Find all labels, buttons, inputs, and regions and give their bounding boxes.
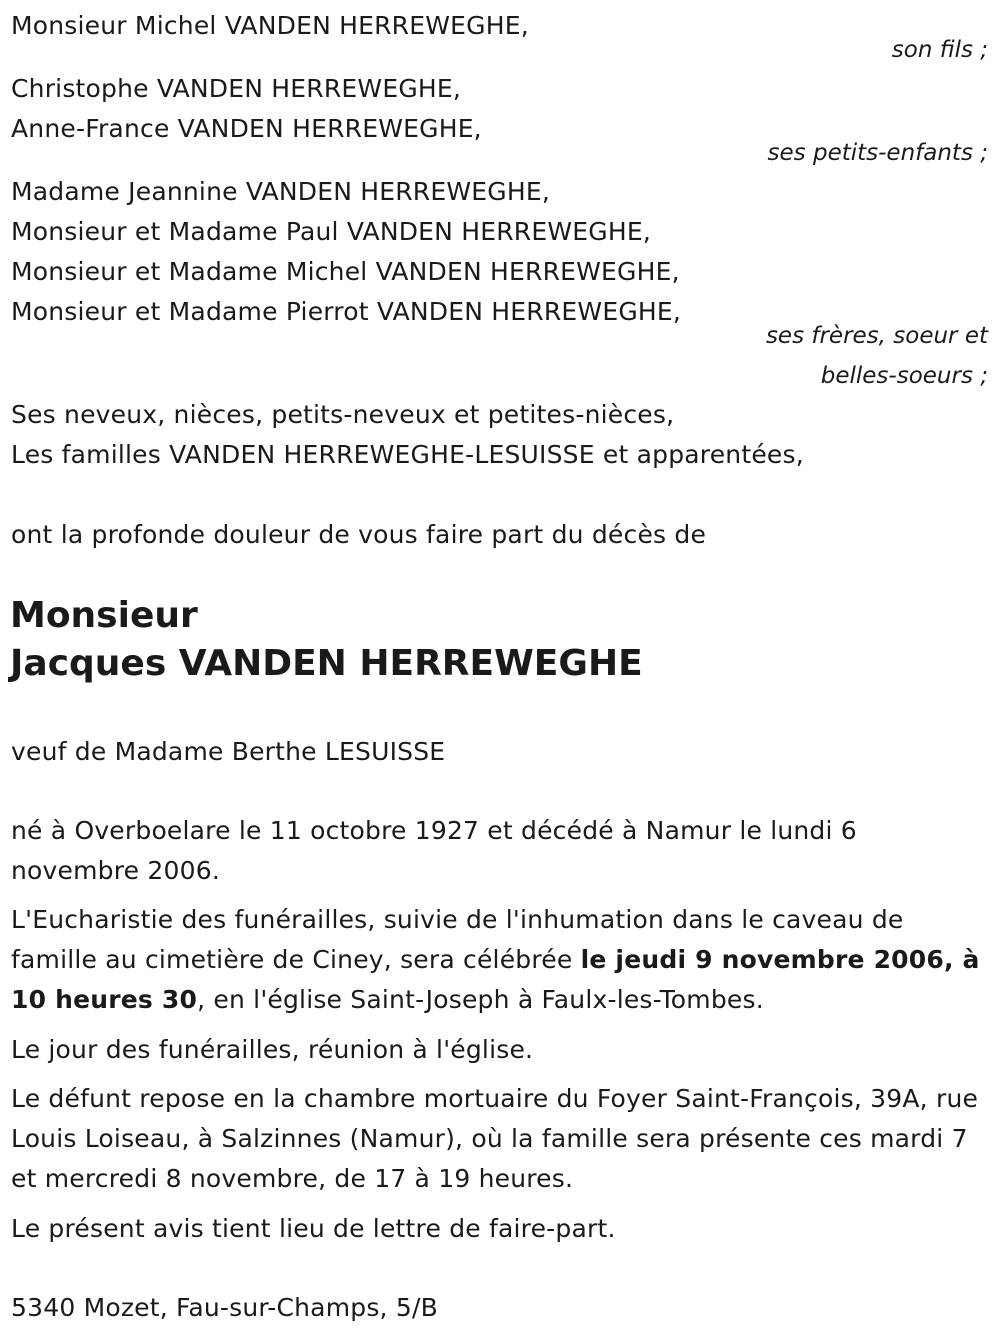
announcement-text: ont la profonde douleur de vous faire part du décès de <box>11 520 707 549</box>
sibling-name: Monsieur et Madame Pierrot VANDEN HERREWEGHE, <box>11 297 682 326</box>
relatives-line: Ses neveux, nièces, petits-neveux et petites-nièces, <box>11 400 675 429</box>
funeral-date: le jeudi 9 novembre 2006, à 10 heures 30 <box>11 945 980 1014</box>
sibling-name: Monsieur et Madame Paul VANDEN HERREWEGHE, <box>11 217 651 246</box>
notice-text: Le présent avis tient lieu de lettre de faire-part. <box>11 1214 616 1243</box>
funeral-text-start: L'Eucharistie des funérailles, suivie de l'inhumation dans le caveau de famille au cimetière de Ciney, sera célébrée <box>11 905 904 974</box>
rest-text: Le défunt repose en la chambre mortuaire du Foyer Saint-François, 39A, rue Louis Loiseau, à Salzinnes (Namur), où la famille sera présente ces mardi 7 et mercredi 8 novembre, de 17 à 19 heures. <box>11 1084 979 1193</box>
grandchildren-role: ses petits-enfants ; <box>767 140 988 166</box>
funeral-text-end: , en l'église Saint-Joseph à Faulx-les-Tombes. <box>197 985 764 1014</box>
birth-death-text: né à Overboelare le 11 octobre 1927 et décédé à Namur le lundi 6 novembre 2006. <box>11 816 857 885</box>
sibling-name: Madame Jeannine VANDEN HERREWEGHE, <box>11 177 551 206</box>
reunion-text: Le jour des funérailles, réunion à l'église. <box>11 1035 534 1064</box>
relatives-line: Les familles VANDEN HERREWEGHE-LESUISSE et apparentées, <box>11 440 804 469</box>
siblings-role-line2: belles-soeurs ; <box>820 363 988 389</box>
grandchild-name: Anne-France VANDEN HERREWEGHE, <box>11 114 482 143</box>
siblings-role-line1: ses frères, soeur et <box>765 323 988 349</box>
sibling-name: Monsieur et Madame Michel VANDEN HERREWEGHE, <box>11 257 680 286</box>
deceased-title: Monsieur <box>10 595 198 636</box>
address-text: 5340 Mozet, Fau-sur-Champs, 5/B <box>11 1293 438 1322</box>
funeral-text <box>11 900 991 1020</box>
son-name: Monsieur Michel VANDEN HERREWEGHE, <box>11 11 529 40</box>
grandchild-name: Christophe VANDEN HERREWEGHE, <box>11 74 462 103</box>
deceased-name: Jacques VANDEN HERREWEGHE <box>10 643 643 684</box>
widower-text: veuf de Madame Berthe LESUISSE <box>11 737 446 766</box>
son-role: son fils ; <box>891 37 988 63</box>
